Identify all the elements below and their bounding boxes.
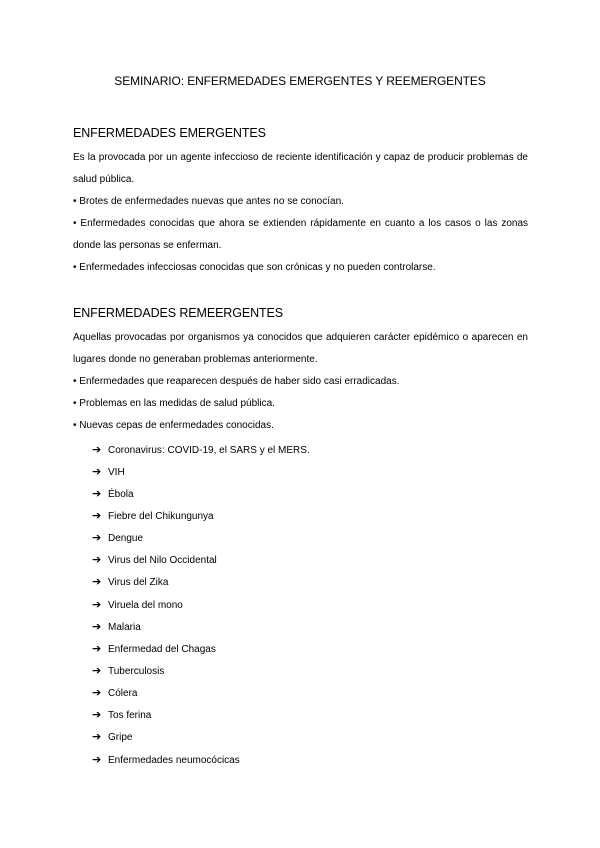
arrow-icon: ➔ xyxy=(92,687,102,700)
section-reemergentes xyxy=(73,305,528,437)
arrow-icon: ➔ xyxy=(92,753,102,766)
bullet-emergentes-3: • Enfermedades infecciosas conocidas que son crónicas y no pueden controlarse. xyxy=(73,262,436,273)
list-item xyxy=(92,439,492,461)
list-item xyxy=(92,483,492,505)
list-item xyxy=(92,727,492,749)
section-heading-reemergentes: ENFERMEDADES REMEERGENTES xyxy=(73,306,284,320)
list-item-label: Coronavirus: COVID-19, el SARS y el MERS. xyxy=(108,444,310,456)
list-item xyxy=(92,461,492,483)
list-item xyxy=(92,550,492,572)
arrow-icon: ➔ xyxy=(92,598,102,611)
list-item xyxy=(92,749,492,771)
definition-emergentes: Es la provocada por un agente infeccioso de reciente identificación y capaz de producir problemas de salud pública. xyxy=(73,152,528,185)
arrow-icon: ➔ xyxy=(92,443,102,456)
bullet-reemergentes-2: • Problemas en las medidas de salud pública. xyxy=(73,398,275,409)
list-item-label: Enfermedades neumocócicas xyxy=(108,754,240,766)
list-item xyxy=(92,638,492,660)
section-heading-emergentes: ENFERMEDADES EMERGENTES xyxy=(73,126,266,140)
list-item xyxy=(92,594,492,616)
list-item xyxy=(92,528,492,550)
definition-reemergentes: Aquellas provocadas por organismos ya conocidos que adquieren carácter epidémico o aparecen en lugares donde no generaban problemas anteriormente. xyxy=(73,332,528,365)
list-item-label: Ébola xyxy=(108,488,134,500)
arrow-icon: ➔ xyxy=(92,709,102,722)
list-item xyxy=(92,572,492,594)
list-item-label: Cólera xyxy=(108,688,138,700)
arrow-icon: ➔ xyxy=(92,620,102,633)
list-item-label: VIH xyxy=(108,466,125,478)
bullet-reemergentes-1: • Enfermedades que reaparecen después de haber sido casi erradicadas. xyxy=(73,376,400,387)
list-item xyxy=(92,683,492,705)
list-item-label: Tuberculosis xyxy=(108,665,165,677)
arrow-icon: ➔ xyxy=(92,664,102,677)
list-item-label: Enfermedad del Chagas xyxy=(108,643,216,655)
list-item xyxy=(92,616,492,638)
list-item-label: Tos ferina xyxy=(108,710,152,722)
arrow-icon: ➔ xyxy=(92,554,102,567)
bullet-emergentes-2: • Enfermedades conocidas que ahora se extienden rápidamente en cuanto a los casos o las zonas donde las personas se enferman. xyxy=(73,218,528,251)
section-emergentes xyxy=(73,125,528,279)
disease-examples-list xyxy=(92,439,492,771)
arrow-icon: ➔ xyxy=(92,487,102,500)
arrow-icon: ➔ xyxy=(92,532,102,545)
list-item-label: Dengue xyxy=(108,533,144,545)
arrow-icon: ➔ xyxy=(92,509,102,522)
list-item-label: Malaria xyxy=(108,621,141,633)
list-item-label: Gripe xyxy=(108,732,133,744)
list-item xyxy=(92,505,492,527)
bullet-reemergentes-3: • Nuevas cepas de enfermedades conocidas. xyxy=(73,420,274,431)
list-item-label: Fiebre del Chikungunya xyxy=(108,510,214,522)
arrow-icon: ➔ xyxy=(92,576,102,589)
arrow-icon: ➔ xyxy=(92,731,102,744)
list-item-label: Virus del Zika xyxy=(108,577,169,589)
list-item-label: Virus del Nilo Occidental xyxy=(108,555,217,567)
list-item xyxy=(92,705,492,727)
bullet-emergentes-1: • Brotes de enfermedades nuevas que antes no se conocían. xyxy=(73,196,344,207)
arrow-icon: ➔ xyxy=(92,465,102,478)
arrow-icon: ➔ xyxy=(92,642,102,655)
list-item xyxy=(92,660,492,682)
list-item-label: Viruela del mono xyxy=(108,599,183,611)
page-title: SEMINARIO: ENFERMEDADES EMERGENTES Y REEMERGENTES xyxy=(114,74,486,88)
